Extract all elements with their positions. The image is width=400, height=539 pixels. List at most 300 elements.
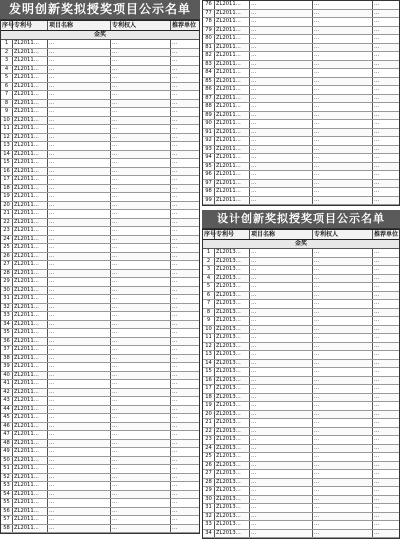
row-patentee: …: [313, 10, 373, 18]
row-patent-no: ZL2011…: [13, 40, 48, 48]
row-recommender: …: [172, 456, 178, 463]
row-patentee: …: [313, 504, 373, 512]
row-number: 34: [1, 321, 13, 329]
table-row: [203, 436, 399, 445]
table-row: [203, 496, 399, 505]
table-row: [1, 499, 199, 508]
row-patentee: …: [111, 525, 171, 533]
row-project-name: …: [250, 69, 313, 77]
table-row: [1, 134, 199, 143]
row-patentee: …: [111, 57, 171, 65]
row-patent-no: ZL2013…: [215, 428, 250, 436]
row-project-name: …: [250, 10, 313, 18]
row-project-name: …: [48, 499, 111, 507]
row-patent-no: ZL2011…: [13, 448, 48, 456]
row-number: 12: [1, 134, 13, 142]
row-number: 20: [203, 411, 215, 419]
row-recommender: …: [172, 65, 178, 72]
row-patentee: …: [313, 411, 373, 419]
row-number: 96: [203, 171, 215, 179]
row-patentee: …: [313, 385, 373, 393]
table-row: [1, 525, 199, 534]
row-project-name: …: [48, 465, 111, 473]
row-patent-no: ZL2013…: [215, 249, 250, 257]
row-recommender: …: [374, 495, 380, 502]
row-number: 5: [1, 74, 13, 82]
table-row: [1, 202, 199, 211]
row-patentee: …: [313, 326, 373, 334]
row-project-name: …: [250, 317, 313, 325]
row-patentee: …: [111, 159, 171, 167]
row-patent-no: ZL2011…: [13, 91, 48, 99]
row-patent-no: ZL2011…: [13, 321, 48, 329]
row-patentee: …: [313, 146, 373, 154]
row-patentee: …: [313, 394, 373, 402]
row-number: 16: [1, 168, 13, 176]
table-row: [203, 351, 399, 360]
table-row: [203, 385, 399, 394]
row-recommender: …: [172, 295, 178, 301]
table-row: [1, 125, 199, 134]
row-project-name: …: [48, 491, 111, 499]
row-number: 29: [1, 278, 13, 286]
row-patentee: …: [313, 496, 373, 504]
row-patentee: …: [111, 448, 171, 456]
row-patentee: …: [111, 227, 171, 235]
header-number: 序号: [204, 231, 217, 238]
table-row: [203, 103, 399, 112]
table-row: [203, 275, 399, 284]
row-patentee: …: [111, 482, 171, 490]
row-number: 13: [203, 351, 215, 359]
row-patent-no: ZL2011…: [13, 202, 48, 210]
table-row: [1, 346, 199, 355]
row-project-name: …: [48, 244, 111, 252]
row-recommender: …: [172, 431, 178, 437]
table-row: [203, 129, 399, 138]
row-recommender: …: [374, 504, 380, 510]
table-row: [1, 312, 199, 321]
row-patentee: …: [111, 431, 171, 439]
row-number: 83: [203, 61, 215, 69]
row-patent-no: ZL2011…: [13, 83, 48, 91]
row-number: 32: [203, 513, 215, 521]
row-number: 14: [1, 151, 13, 159]
row-project-name: …: [48, 440, 111, 448]
row-project-name: …: [250, 1, 313, 9]
row-patent-no: ZL2011…: [13, 440, 48, 448]
row-recommender: …: [172, 465, 178, 471]
row-patentee: …: [313, 334, 373, 342]
table-row: [1, 465, 199, 474]
design-table-header: [203, 229, 399, 240]
row-recommender: …: [172, 176, 178, 182]
row-patentee: …: [313, 479, 373, 487]
row-number: 38: [1, 355, 13, 363]
header-number: 序号: [2, 22, 15, 29]
row-recommender: …: [172, 48, 178, 55]
row-recommender: …: [374, 60, 380, 67]
row-patentee: …: [111, 261, 171, 269]
row-number: 56: [1, 508, 13, 516]
row-recommender: …: [374, 43, 380, 50]
row-project-name: …: [250, 530, 313, 538]
row-number: 3: [203, 266, 215, 274]
row-patentee: …: [313, 188, 373, 196]
row-number: 80: [203, 35, 215, 43]
row-number: 25: [203, 453, 215, 461]
row-patentee: …: [313, 27, 373, 35]
row-patentee: …: [313, 129, 373, 137]
table-row: [1, 295, 199, 304]
row-patentee: …: [111, 74, 171, 82]
table-row: [203, 377, 399, 386]
row-number: 37: [1, 346, 13, 354]
row-patentee: …: [111, 499, 171, 507]
row-recommender: …: [172, 210, 178, 216]
row-recommender: …: [172, 218, 178, 225]
row-number: 3: [1, 57, 13, 65]
table-row: [203, 419, 399, 428]
row-recommender: …: [172, 252, 178, 259]
row-number: 34: [203, 530, 215, 538]
row-recommender: …: [374, 512, 380, 519]
row-recommender: …: [172, 278, 178, 284]
header-patent-no: 专利号: [13, 21, 48, 30]
row-project-name: …: [250, 129, 313, 137]
row-project-name: …: [250, 52, 313, 60]
row-project-name: …: [250, 103, 313, 111]
row-patent-no: ZL2011…: [215, 69, 250, 77]
row-recommender: …: [374, 274, 380, 281]
row-patentee: …: [111, 202, 171, 210]
row-patent-no: ZL2011…: [215, 163, 250, 171]
row-recommender: …: [374, 359, 380, 366]
row-patentee: …: [111, 270, 171, 278]
row-recommender: …: [172, 244, 178, 250]
row-recommender: …: [374, 162, 380, 169]
row-patent-no: ZL2013…: [215, 343, 250, 351]
row-patentee: …: [111, 168, 171, 176]
row-recommender: …: [172, 116, 178, 123]
row-patentee: …: [313, 521, 373, 529]
row-recommender: …: [172, 499, 178, 505]
row-patent-no: ZL2011…: [13, 134, 48, 142]
row-patentee: …: [313, 462, 373, 470]
row-number: 1: [203, 249, 215, 257]
row-project-name: …: [250, 521, 313, 529]
table-row: [203, 300, 399, 309]
row-recommender: …: [374, 179, 380, 186]
row-recommender: …: [172, 490, 178, 497]
row-number: 9: [203, 317, 215, 325]
row-project-name: …: [250, 188, 313, 196]
table-row: [203, 69, 399, 78]
row-patentee: …: [111, 100, 171, 108]
row-number: 91: [203, 129, 215, 137]
row-project-name: …: [250, 112, 313, 120]
row-number: 10: [1, 117, 13, 125]
row-patent-no: ZL2011…: [13, 236, 48, 244]
row-project-name: …: [250, 445, 313, 453]
row-project-name: …: [48, 49, 111, 57]
row-patentee: …: [313, 180, 373, 188]
row-recommender: …: [374, 103, 380, 109]
row-patentee: …: [111, 91, 171, 99]
row-project-name: …: [250, 462, 313, 470]
row-project-name: …: [250, 275, 313, 283]
row-project-name: …: [48, 185, 111, 193]
row-recommender: …: [374, 419, 380, 425]
row-patent-no: ZL2013…: [215, 419, 250, 427]
row-project-name: …: [48, 338, 111, 346]
row-patent-no: ZL2011…: [13, 474, 48, 482]
row-project-name: …: [48, 482, 111, 490]
row-recommender: …: [172, 422, 178, 429]
row-number: 76: [203, 1, 215, 9]
row-patent-no: ZL2011…: [13, 457, 48, 465]
table-row: [203, 163, 399, 172]
row-patent-no: ZL2011…: [215, 180, 250, 188]
table-row: [1, 372, 199, 381]
row-recommender: …: [374, 385, 380, 391]
row-patent-no: ZL2011…: [13, 355, 48, 363]
row-number: 42: [1, 389, 13, 397]
row-number: 18: [1, 185, 13, 193]
table-row: [1, 508, 199, 517]
row-patent-no: ZL2013…: [215, 275, 250, 283]
row-recommender: …: [172, 482, 178, 488]
table-row: [1, 159, 199, 168]
row-number: 24: [203, 445, 215, 453]
row-patentee: …: [111, 134, 171, 142]
row-project-name: …: [48, 372, 111, 380]
row-number: 43: [1, 397, 13, 405]
table-row: [1, 210, 199, 219]
row-recommender: …: [374, 521, 380, 527]
row-recommender: …: [172, 329, 178, 335]
table-row: [203, 197, 399, 206]
row-patent-no: ZL2011…: [13, 295, 48, 303]
row-number: 33: [203, 521, 215, 529]
row-project-name: …: [250, 171, 313, 179]
row-patentee: …: [313, 445, 373, 453]
row-number: 52: [1, 474, 13, 482]
row-recommender: …: [172, 286, 178, 293]
row-project-name: …: [48, 321, 111, 329]
row-patent-no: ZL2011…: [215, 129, 250, 137]
row-number: 86: [203, 86, 215, 94]
row-number: 15: [1, 159, 13, 167]
row-recommender: …: [374, 249, 380, 255]
row-number: 4: [203, 275, 215, 283]
row-patentee: …: [313, 18, 373, 26]
row-recommender: …: [172, 193, 178, 199]
row-patentee: …: [111, 338, 171, 346]
row-project-name: …: [250, 487, 313, 495]
row-patentee: …: [313, 343, 373, 351]
row-number: 26: [203, 462, 215, 470]
row-patentee: …: [111, 125, 171, 133]
row-patentee: …: [313, 487, 373, 495]
row-patent-no: ZL2011…: [13, 108, 48, 116]
row-recommender: …: [172, 184, 178, 191]
row-patent-no: ZL2011…: [13, 508, 48, 516]
table-row: [203, 258, 399, 267]
row-patent-no: ZL2011…: [13, 193, 48, 201]
table-row: [1, 57, 199, 66]
table-row: [1, 414, 199, 423]
row-patent-no: ZL2013…: [215, 385, 250, 393]
row-patent-no: ZL2011…: [13, 372, 48, 380]
row-patentee: …: [313, 275, 373, 283]
table-row: [1, 151, 199, 160]
row-project-name: …: [48, 516, 111, 524]
row-recommender: …: [172, 448, 178, 454]
row-number: 77: [203, 10, 215, 18]
row-patent-no: ZL2011…: [13, 159, 48, 167]
row-patentee: …: [111, 210, 171, 218]
row-patent-no: ZL2013…: [215, 445, 250, 453]
row-project-name: …: [48, 74, 111, 82]
row-patentee: …: [111, 423, 171, 431]
row-recommender: …: [374, 120, 380, 126]
row-recommender: …: [374, 402, 380, 408]
row-patent-no: ZL2013…: [215, 504, 250, 512]
row-patent-no: ZL2013…: [215, 521, 250, 529]
table-row: [1, 440, 199, 449]
row-patentee: …: [111, 312, 171, 320]
row-recommender: …: [374, 317, 380, 323]
table-row: [1, 516, 199, 525]
row-patentee: …: [313, 351, 373, 359]
row-patentee: …: [313, 292, 373, 300]
row-project-name: …: [250, 300, 313, 308]
invention-table-header: [1, 20, 199, 31]
row-recommender: …: [172, 516, 178, 522]
row-recommender: …: [374, 393, 380, 400]
row-number: 41: [1, 380, 13, 388]
row-recommender: …: [172, 320, 178, 327]
table-row: [1, 193, 199, 202]
row-patentee: …: [111, 151, 171, 159]
row-project-name: …: [48, 457, 111, 465]
row-patent-no: ZL2013…: [215, 496, 250, 504]
row-patentee: …: [111, 117, 171, 125]
row-patent-no: ZL2011…: [215, 171, 250, 179]
row-project-name: …: [48, 168, 111, 176]
row-project-name: …: [48, 304, 111, 312]
row-number: 14: [203, 360, 215, 368]
row-recommender: …: [374, 18, 380, 24]
row-patent-no: ZL2011…: [13, 57, 48, 65]
row-number: 19: [1, 193, 13, 201]
table-row: [203, 360, 399, 369]
row-patentee: …: [111, 185, 171, 193]
row-recommender: …: [374, 308, 380, 315]
table-row: [1, 108, 199, 117]
row-project-name: …: [250, 283, 313, 291]
row-recommender: …: [172, 363, 178, 369]
row-patentee: …: [313, 419, 373, 427]
row-recommender: …: [172, 380, 178, 386]
table-row: [1, 482, 199, 491]
row-patent-no: ZL2011…: [13, 151, 48, 159]
row-patentee: …: [111, 508, 171, 516]
row-patentee: …: [313, 402, 373, 410]
row-project-name: …: [250, 163, 313, 171]
row-project-name: …: [250, 249, 313, 257]
row-number: 58: [1, 525, 13, 533]
row-number: 6: [1, 83, 13, 91]
row-recommender: …: [172, 312, 178, 318]
row-recommender: …: [374, 334, 380, 340]
invention-table-body: [1, 40, 199, 533]
table-row: [1, 397, 199, 406]
row-recommender: …: [172, 91, 178, 97]
row-number: 98: [203, 188, 215, 196]
row-recommender: …: [374, 478, 380, 485]
row-number: 27: [1, 261, 13, 269]
row-patent-no: ZL2011…: [215, 137, 250, 145]
row-project-name: …: [48, 363, 111, 371]
row-number: 46: [1, 423, 13, 431]
table-row: [1, 117, 199, 126]
table-row: [203, 317, 399, 326]
row-project-name: …: [48, 100, 111, 108]
table-row: [203, 249, 399, 258]
row-number: 22: [1, 219, 13, 227]
table-row: [1, 423, 199, 432]
row-number: 20: [1, 202, 13, 210]
row-patent-no: ZL2011…: [215, 86, 250, 94]
table-row: [203, 487, 399, 496]
row-project-name: …: [48, 142, 111, 150]
header-recommender: 推荐单位: [172, 22, 197, 29]
table-row: [203, 453, 399, 462]
row-patentee: …: [313, 61, 373, 69]
row-project-name: …: [48, 312, 111, 320]
row-project-name: …: [48, 202, 111, 210]
row-recommender: …: [172, 261, 178, 267]
row-patent-no: ZL2011…: [13, 499, 48, 507]
row-number: 23: [1, 227, 13, 235]
row-patentee: …: [111, 440, 171, 448]
row-patentee: …: [111, 363, 171, 371]
row-patentee: …: [313, 428, 373, 436]
table-row: [1, 321, 199, 330]
row-patentee: …: [111, 304, 171, 312]
table-row: [203, 394, 399, 403]
row-patent-no: ZL2011…: [13, 516, 48, 524]
row-number: 88: [203, 103, 215, 111]
row-patentee: …: [313, 120, 373, 128]
row-number: 84: [203, 69, 215, 77]
row-patent-no: ZL2011…: [13, 278, 48, 286]
row-project-name: …: [250, 402, 313, 410]
row-project-name: …: [48, 270, 111, 278]
invention-award-list: [0, 0, 200, 530]
row-recommender: …: [374, 86, 380, 92]
row-patent-no: ZL2013…: [215, 351, 250, 359]
row-project-name: …: [250, 18, 313, 26]
row-patent-no: ZL2011…: [215, 61, 250, 69]
row-project-name: …: [250, 377, 313, 385]
row-number: 87: [203, 95, 215, 103]
row-patentee: …: [111, 236, 171, 244]
row-patent-no: ZL2011…: [215, 44, 250, 52]
row-number: 31: [1, 295, 13, 303]
